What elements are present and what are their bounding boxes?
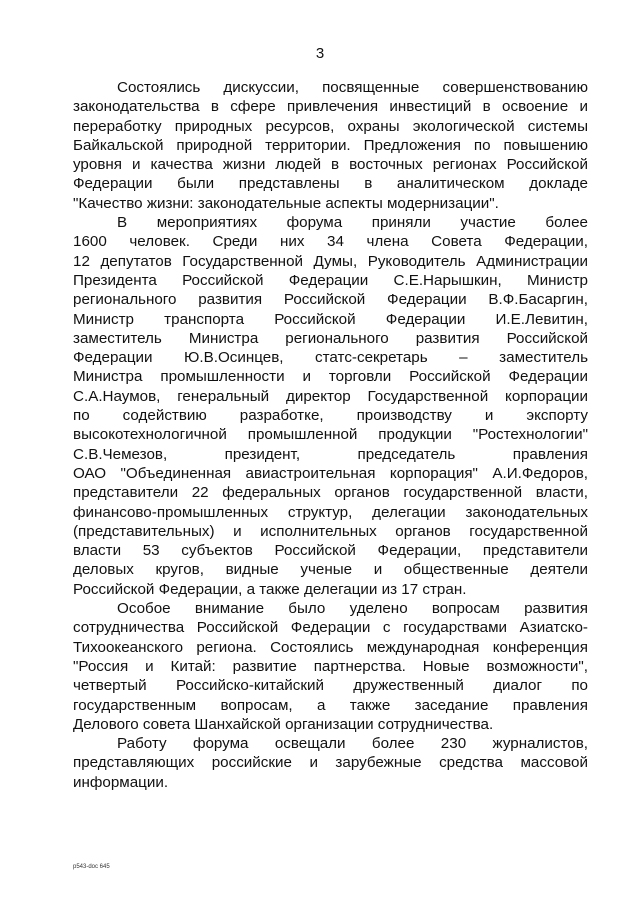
text-line: Российской Федерации, а также делегации из 17 стран. [73,580,467,598]
text-line: "Качество жизни: законодательные аспекты модернизации". [73,194,499,212]
paragraph [73,213,588,599]
text-line: сотрудничества Российской Федерации с государствами Азиатско- [73,619,588,637]
footer-doc-code: p543-doc 645 [73,864,110,870]
text-line: Работу форума освещали более 230 журналистов, [117,735,588,753]
paragraph [73,734,588,792]
text-line: 1600 человек. Среди них 34 члена Совета Федерации, [73,233,588,251]
document-body [73,78,588,792]
text-line: власти 53 субъектов Российской Федерации, представители [73,542,588,560]
paragraph [73,599,588,734]
text-line: деловых кругов, видные ученые и общественные деятели [73,561,588,579]
text-line: регионального развития Российской Федерации В.Ф.Басаргин, [73,291,588,309]
text-line: высокотехнологичной промышленной продукции "Ростехнологии" [73,426,588,444]
text-line: ОАО "Объединенная авиастроительная корпорация" А.И.Федоров, [73,464,588,482]
paragraph-text [73,78,588,213]
text-line: информации. [73,773,169,791]
text-line: "Россия и Китай: развитие партнерства. Новые возможности", [73,657,588,675]
text-line: законодательства в сфере привлечения инвестиций в освоение и [73,98,588,116]
paragraph-text [73,213,588,599]
text-line: В мероприятиях форума приняли участие более [117,214,588,232]
text-line: С.А.Наумов, генеральный директор Государственной корпорации [73,387,588,405]
text-line: Федерации были представлены в аналитическом докладе [73,175,588,193]
text-line: Министр транспорта Российской Федерации И.Е.Левитин, [73,310,588,328]
text-line: заместитель Министра регионального развития Российской [73,329,588,347]
text-line: Состоялись дискуссии, посвященные совершенствованию [117,79,588,96]
text-line: переработку природных ресурсов, охраны экологической системы [73,117,588,135]
text-line: 12 депутатов Государственной Думы, Руководитель Администрации [73,252,588,270]
text-line: С.В.Чемезов, президент, председатель правления [73,445,588,463]
paragraph-text [73,734,588,792]
text-line: Президента Российской Федерации С.Е.Нарышкин, Министр [73,271,588,289]
text-line: государственным вопросам, а также заседание правления [73,696,588,714]
page-number: 3 [315,45,325,62]
paragraph [73,78,588,213]
text-line: Особое внимание было уделено вопросам развития [117,600,588,618]
text-line: (представительных) и исполнительных органов государственной [73,522,588,540]
text-line: Министра промышленности и торговли Российской Федерации [73,368,588,386]
text-line: Федерации Ю.В.Осинцев, статс-секретарь – заместитель [73,349,588,367]
text-line: по содействию разработке, производству и экспорту [73,407,588,425]
text-line: четвертый Российско-китайский дружественный диалог по [73,677,588,695]
text-line: представляющих российские и зарубежные средства массовой [73,754,588,772]
text-line: Делового совета Шанхайской организации сотрудничества. [73,715,494,733]
text-line: финансово-промышленных структур, делегации законодательных [73,503,588,521]
text-line: представители 22 федеральных органов государственной власти, [73,484,588,502]
text-line: Тихоокеанского региона. Состоялись международная конференция [73,638,588,656]
paragraph-text [73,599,588,734]
text-line: Байкальской природной территории. Предложения по повышению [73,136,588,154]
text-line: уровня и качества жизни людей в восточных регионах Российской [73,156,588,174]
